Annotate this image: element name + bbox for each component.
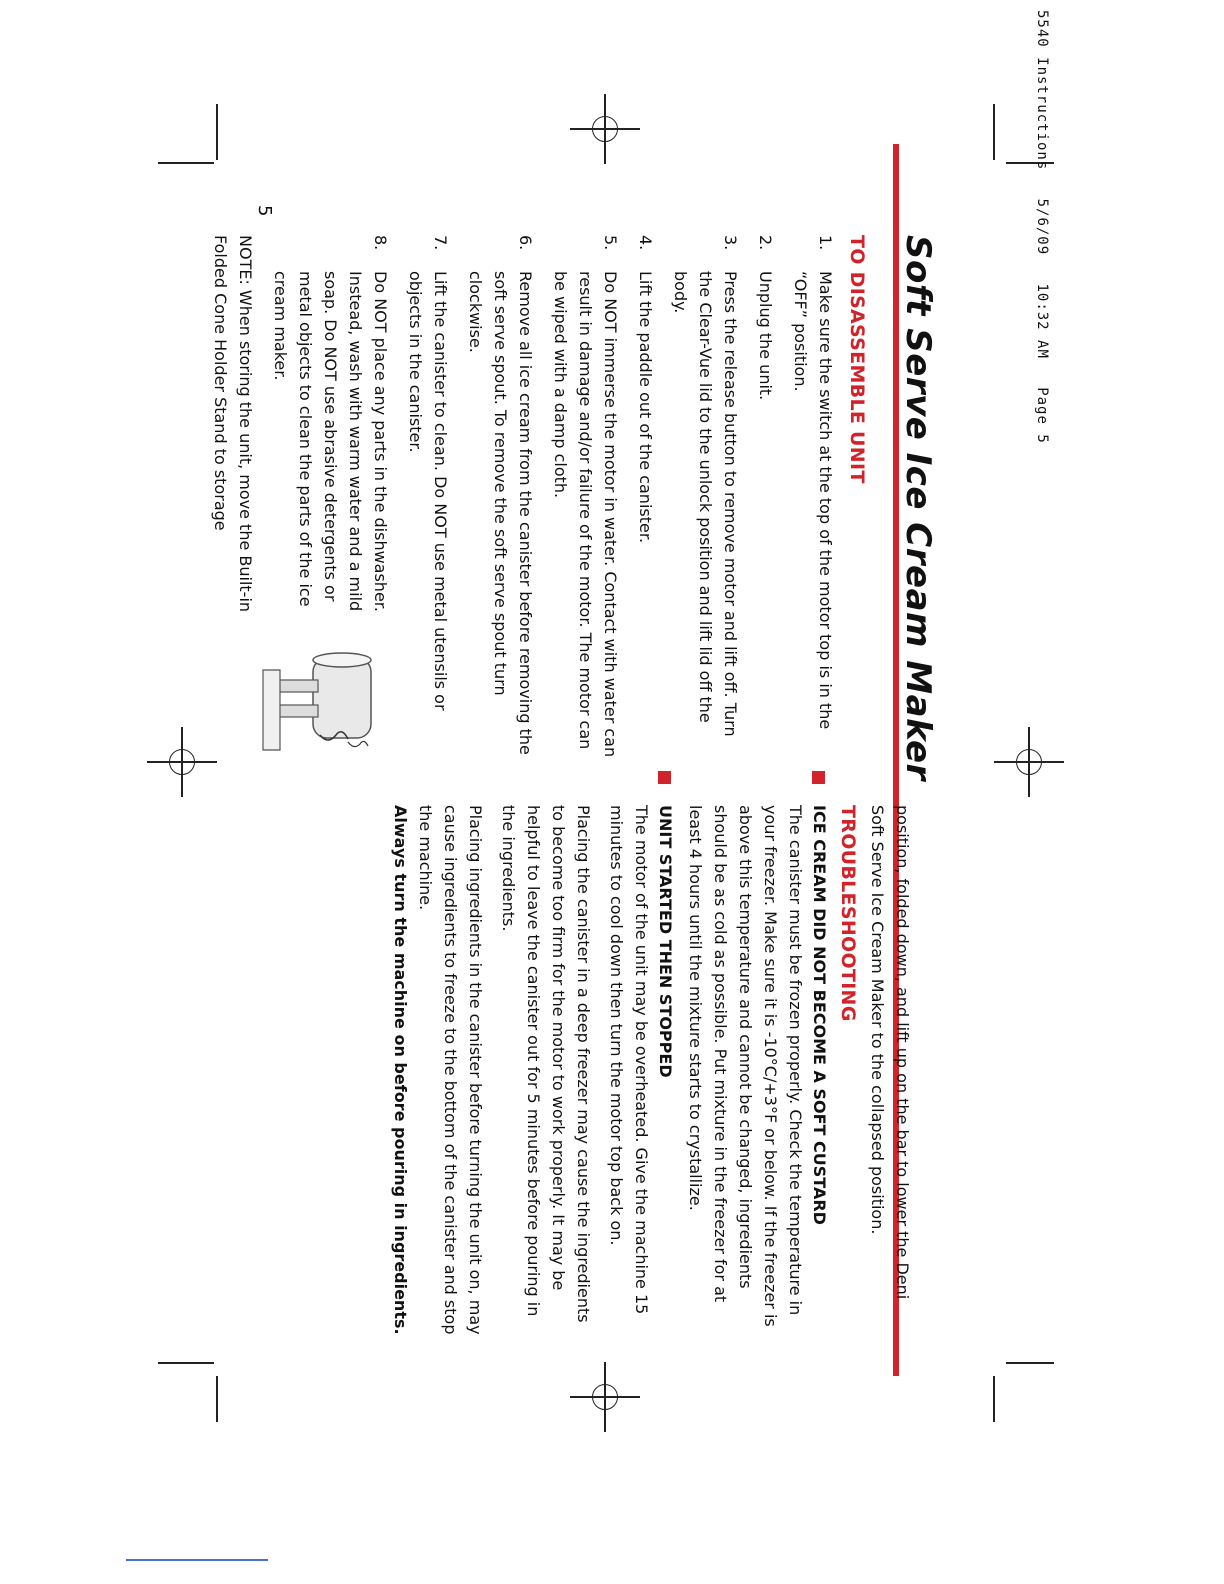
issue-title <box>656 805 675 1335</box>
issue-title-text: UNIT STARTED THEN STOPPED <box>656 805 675 1078</box>
step-number: 8. <box>371 235 390 251</box>
step-text: Do NOT immerse the motor in water. Contact with water can result in damage and/or failure of the motor. The motor can be wiped with a damp cloth. <box>551 271 620 758</box>
issue-title <box>810 805 829 1335</box>
continued-text: position, folded down, and lift up on the bar to lower the Deni Soft Serve Ice Cream Maker to the collapsed position. <box>868 805 912 1300</box>
crop-mark <box>1006 1362 1054 1364</box>
registration-mark <box>592 116 618 142</box>
step-text: Make sure the switch at the top of the motor top is in the “OFF” position. <box>791 271 835 730</box>
page-title: Soft Serve Ice Cream Maker <box>898 235 938 781</box>
step-number: 6. <box>516 235 535 251</box>
issue-paragraph: Placing the canister in a deep freezer may cause the ingredients to become too firm for the motor to work properly. It may be helpful to leave the canister out for 5 minutes before pouring in the ingredients. <box>499 805 593 1323</box>
slug-date: 5/6/09 <box>1034 198 1050 256</box>
step-number: 1. <box>816 235 835 251</box>
bullet-icon <box>658 771 671 784</box>
crop-mark <box>216 1376 218 1422</box>
ice-cream-maker-illustration <box>258 650 378 760</box>
slug-time: 10:32 AM <box>1034 283 1050 359</box>
step-text: Lift the paddle out of the canister. <box>636 271 655 544</box>
registration-mark <box>1016 749 1042 775</box>
crop-mark <box>216 104 218 160</box>
step-item <box>463 235 538 765</box>
troubleshooting-heading: TROUBLESHOOTING <box>837 805 859 1022</box>
step-number: 2. <box>756 235 775 251</box>
registration-mark <box>169 749 195 775</box>
step-item <box>788 235 838 765</box>
step-text: Do NOT place any parts in the dishwasher. Instead, wash with warm water and a mild soap. Do NOT use abrasive detergents or metal objects to clean the parts of the ice cream maker. <box>271 271 390 612</box>
bullet-icon <box>812 771 825 784</box>
step-item <box>668 235 743 765</box>
troubleshooting-column <box>388 805 915 1335</box>
issue-paragraph: The motor of the unit may be overheated. Give the machine 15 minutes to cool down then turn the motor top back on. <box>607 805 651 1315</box>
step-text: Lift the canister to clean. Do NOT use metal utensils or objects in the canister. <box>406 271 450 711</box>
step-number: 5. <box>601 235 620 251</box>
crop-mark <box>158 162 214 164</box>
disassemble-heading: TO DISASSEMBLE UNIT <box>846 235 868 484</box>
page-content <box>211 205 938 1385</box>
issue-paragraph: The canister must be frozen properly. Check the temperature in your freezer. Make sure it is -10°C/+3°F or below. If the freezer is above this temperature and cannot be changed, ingredients should be as cold as possible. Put mixture in the freezer for at least 4 hours until the mixture starts to crystallize. <box>686 805 805 1327</box>
crop-mark <box>158 1362 214 1364</box>
step-text: Unplug the unit. <box>756 271 775 401</box>
print-slug <box>1028 10 1050 490</box>
registration-mark <box>592 1384 618 1410</box>
crop-mark <box>993 104 995 160</box>
issue-paragraph: Placing ingredients in the canister before turning the unit on, may cause ingredients to freeze to the bottom of the canister and stop the machine. <box>416 805 485 1335</box>
step-item <box>268 235 393 651</box>
slug-file: 5540 Instructions <box>1034 10 1050 171</box>
slug-page: Page 5 <box>1034 387 1050 444</box>
step-number: 4. <box>636 235 655 251</box>
step-item <box>753 235 778 765</box>
issue-title-text: ICE CREAM DID NOT BECOME A SOFT CUSTARD <box>810 805 829 1225</box>
footer-line <box>126 1559 268 1561</box>
storage-note <box>208 235 258 615</box>
page-number: 5 <box>254 205 275 217</box>
step-item <box>633 235 658 765</box>
step-text: Remove all ice cream from the canister before removing the soft serve spout. To remove the soft serve spout turn clockwise. <box>466 271 535 755</box>
step-number: 7. <box>431 235 450 251</box>
step-text: Press the release button to remove motor and lift off. Turn the Clear-Vue lid to the unlock position and lift lid off the body. <box>671 271 740 737</box>
final-warning: Always turn the machine on before pouring in ingredients. <box>391 805 410 1335</box>
crop-mark <box>993 1376 995 1422</box>
step-number: 3. <box>721 235 740 251</box>
step-item <box>403 235 453 765</box>
note-text: NOTE: When storing the unit, move the Built-in Folded Cone Holder Stand to storage <box>211 235 255 613</box>
step-item <box>548 235 623 765</box>
